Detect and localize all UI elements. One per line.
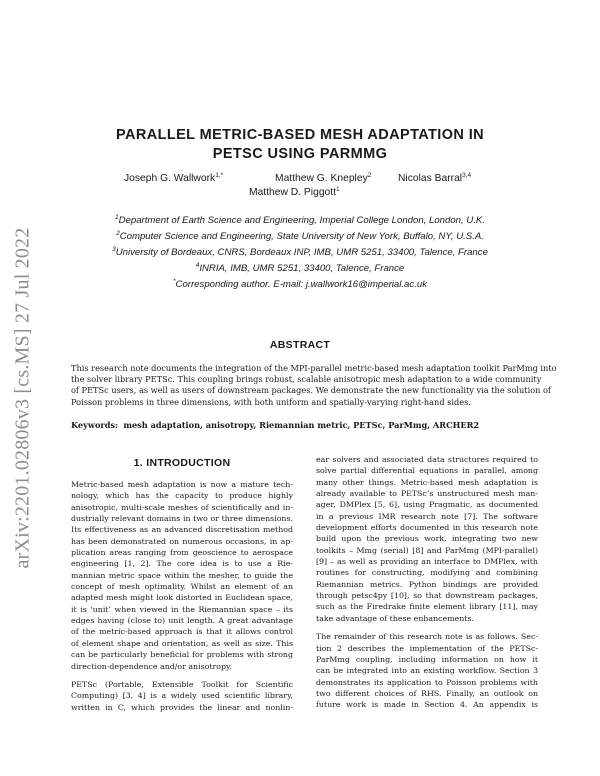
abstract-line: of PETSc users, as well as users of downstream packages. We demonstrate the new functionality via the solution of — [71, 385, 551, 396]
affiliation-line: $^2$Computer Science and Engineering, State University of New York, Buffalo, NY, U.S.A. — [116, 230, 484, 242]
author-wallwork: Joseph G. Wallwork$^{1,*}$ — [124, 172, 224, 184]
body-line: [9] – as well as providing an interface to DMPlex, with — [316, 557, 538, 567]
keywords-label: Keywords: — [71, 420, 119, 430]
paper-title — [0, 126, 600, 164]
body-line: ear solvers and associated data structures required to — [316, 455, 538, 464]
body-line: Its effectiveness as an advanced discretisation method — [71, 525, 293, 535]
author-piggott: Matthew D. Piggott$^1$ — [249, 186, 340, 198]
right-column — [316, 454, 538, 711]
body-line: concept of mesh optimality. Whilst an element of an — [71, 582, 293, 592]
abstract-line: This research note documents the integration of the MPI-parallel metric-based mesh adaptation toolkit ParMmg into — [71, 363, 557, 373]
body-line: can be particularly beneficial for problems with strong — [71, 650, 293, 660]
body-line: tion 2 describes the implementation of the PETSc- — [316, 643, 538, 653]
body-line: solve partial differential equations in parallel, among — [316, 466, 538, 476]
corresponding-author: *Corresponding author. E-mail: j.wallwork16@imperial.ac.uk — [173, 278, 427, 290]
section-heading-introduction: 1. INTRODUCTION — [133, 457, 231, 469]
abstract-heading: ABSTRACT — [269, 339, 331, 351]
body-line: in a previous IMR research note [7]. The software — [316, 511, 538, 521]
body-line: of the metric-based approach is that it allows control — [71, 627, 293, 637]
body-line: two different choices of RHS. Finally, an outlook on — [316, 688, 538, 698]
body-line: anisotropic, multi-scale meshes of scientifically and in- — [71, 502, 293, 512]
body-line: development efforts documented in this research note — [316, 523, 538, 533]
body-line: Metric-based mesh adaptation is now a mature tech- — [71, 480, 293, 489]
affiliation-line: $^4$INRIA, IMB, UMR 5251, 33400, Talence, France — [195, 262, 405, 274]
keywords — [71, 420, 531, 430]
body-line: edges having (close to) unit length. A great advantage — [71, 616, 293, 626]
body-line: demonstrates its application to Poisson problems with — [316, 677, 538, 687]
body-line: adapted mesh might look distorted in Euclidean space, — [71, 593, 293, 603]
body-line: build upon the previous work, integrating two new — [316, 534, 538, 544]
body-line: nology, which has the capacity to produce highly — [71, 491, 293, 501]
author-knepley: Matthew G. Knepley$^2$ — [275, 172, 372, 184]
body-line: can be integrated into an existing workflow. Section 3 — [316, 666, 538, 676]
body-line: ager, DMPlex [5, 6], using Pragmatic, as documented — [316, 500, 538, 510]
body-line: Computing) [3, 4] is a widely used scientific library, — [71, 691, 293, 701]
affiliation-line: $^3$University of Bordeaux, CNRS, Bordeaux INP, IMB, UMR 5251, 33400, Talence, France — [112, 246, 488, 258]
keywords-text: mesh adaptation, anisotropy, Riemannian metric, PETSc, ParMmg, ARCHER2 — [123, 420, 480, 430]
body-line: it is ‘unit’ when viewed in the Riemannian space – its — [71, 604, 293, 614]
body-line: such as the Firedrake finite element library [11], may — [316, 602, 538, 612]
left-column — [71, 467, 293, 713]
author-barral: Nicolas Barral$^{3,4}$ — [398, 172, 472, 184]
body-line: toolkits – Mmg (serial) [8] and ParMmg (MPI-parallel) — [316, 545, 538, 555]
body-line: dustrially relevant domains in two or three dimensions. — [71, 514, 293, 524]
body-line: Riemannian metrics. Python bindings are provided — [316, 579, 538, 589]
abstract-line: Poisson problems in three dimensions, with both uniform and spatially-varying right-hand sides. — [71, 396, 471, 407]
abstract-body — [71, 363, 557, 408]
body-line: written in C, which provides the linear and nonlin- — [71, 702, 293, 712]
body-line: take advantage of these enhancements. — [316, 613, 474, 623]
body-line: PETSc (Portable, Extensible Toolkit for Scientific — [71, 679, 293, 689]
body-line: mannian metric space within the mesher, to guide the — [71, 570, 293, 580]
body-line: through petsc4py [10], so that downstream packages, — [316, 591, 538, 601]
body-line: plication areas ranging from geoscience to aerospace — [71, 548, 293, 558]
abstract-line: the solver library PETSc. This coupling brings robust, scalable anisotropic mesh adaptation to a wide community — [71, 374, 542, 385]
affiliations — [0, 211, 600, 291]
body-line: many other things. Metric-based mesh adaptation is — [316, 477, 538, 487]
body-line: has been demonstrated on numerous occasions, in ap- — [71, 536, 293, 546]
body-line: routines for constructing, modifying and combining — [316, 568, 538, 578]
affiliation-line: $^1$Department of Earth Science and Engineering, Imperial College London, London, U.K. — [114, 214, 485, 226]
body-line: already available to PETSc’s unstructured mesh man- — [316, 489, 538, 499]
body-line: ParMmg coupling, including information on how it — [316, 654, 538, 664]
body-line: direction-dependence and/or anisotropy. — [71, 661, 232, 671]
title-line: PETSC USING PARMMG — [212, 146, 388, 162]
body-line: of element shape and orientation, as well as size. This — [71, 638, 293, 648]
body-line: engineering [1, 2]. The core idea is to use a Rie- — [71, 559, 293, 569]
body-line: The remainder of this research note is as follows. Sec- — [316, 632, 538, 642]
body-line: future work is made in Section 4. An appendix is — [316, 700, 538, 710]
title-line: PARALLEL METRIC-BASED MESH ADAPTATION IN — [115, 127, 485, 143]
arxiv-identifier-text: arXiv:2201.02806v3 [cs.MS] 27 Jul 2022 — [11, 227, 34, 568]
